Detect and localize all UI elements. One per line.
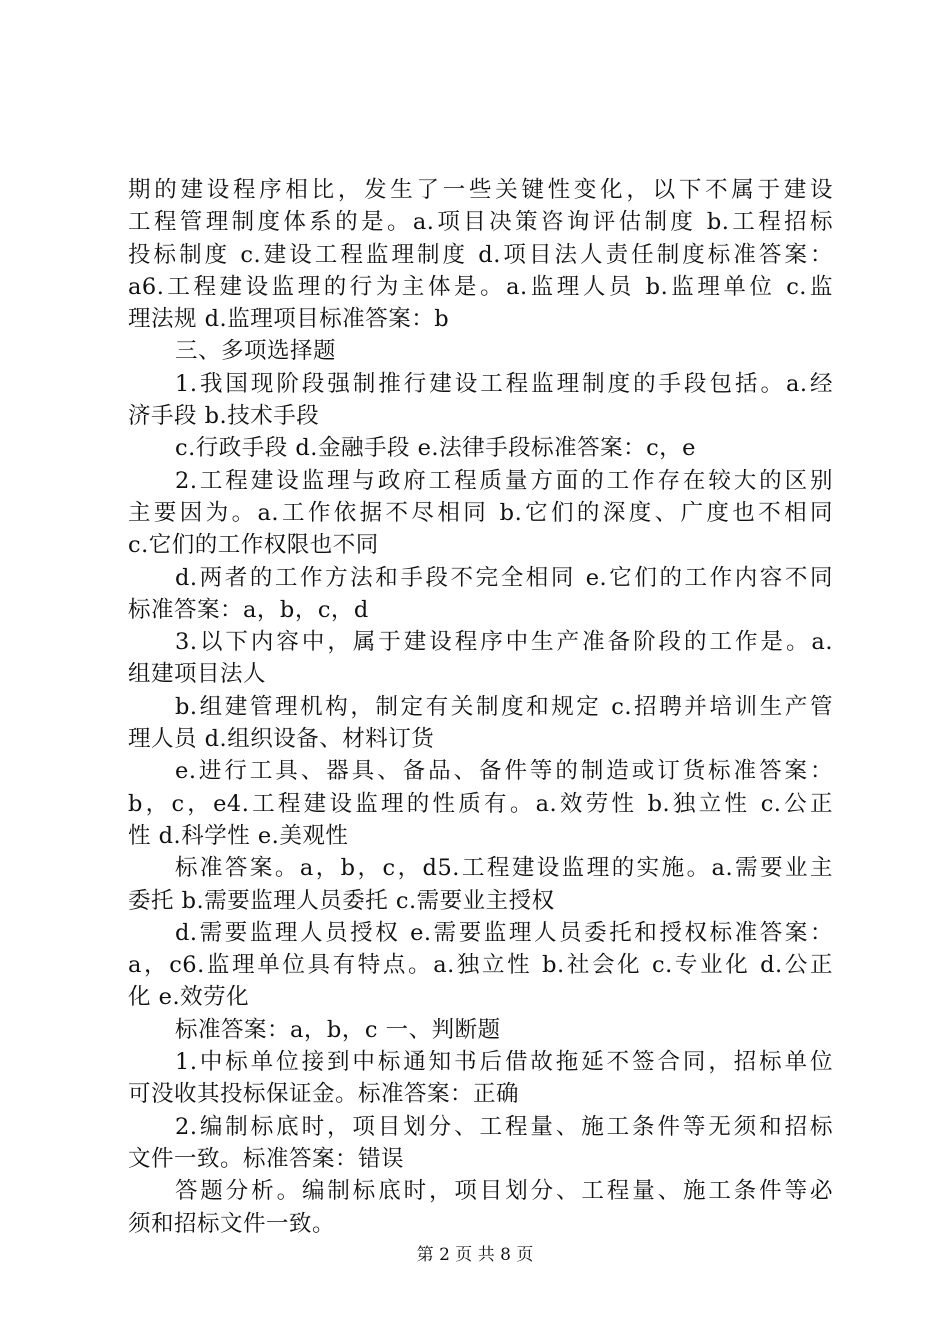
- text-line: 化 e.效劳化: [128, 984, 250, 1011]
- text-line: 1.我国现阶段强制推行建设工程监理制度的手段包括。a.经: [175, 370, 833, 397]
- text-line: d.两者的工作方法和手段不完全相同 e.它们的工作内容不同: [175, 564, 833, 591]
- text-line: 委托 b.需要监理人员委托 c.需要业主授权: [128, 887, 555, 914]
- text-line: d.需要监理人员授权 e.需要监理人员委托和授权标准答案：: [175, 919, 833, 946]
- text-line: b，c，e4.工程建设监理的性质有。a.效劳性 b.独立性 c.公正: [128, 790, 833, 817]
- text-line: e.进行工具、器具、备品、备件等的制造或订货标准答案：: [175, 758, 833, 785]
- text-line: b.组建管理机构，制定有关制度和规定 c.招聘并培训生产管: [175, 693, 833, 720]
- page-footer: [0, 1240, 950, 1265]
- text-line: 2.编制标底时，项目划分、工程量、施工条件等无须和招标: [175, 1113, 833, 1140]
- document-body: [128, 174, 833, 1240]
- text-line: 文件一致。标准答案：错误: [128, 1145, 405, 1172]
- text-line: 济手段 b.技术手段: [128, 403, 320, 430]
- text-line: 须和招标文件一致。: [128, 1210, 336, 1237]
- text-line: a，c6.监理单位具有特点。a.独立性 b.社会化 c.专业化 d.公正: [128, 952, 833, 979]
- text-line: 答题分析。编制标底时，项目划分、工程量、施工条件等必: [175, 1178, 833, 1205]
- text-line: 工程管理制度体系的是。a.项目决策咨询评估制度 b.工程招标: [128, 209, 833, 236]
- text-line: 2.工程建设监理与政府工程质量方面的工作存在较大的区别: [175, 467, 833, 494]
- text-line: 期的建设程序相比，发生了一些关键性变化，以下不属于建设: [128, 177, 833, 203]
- text-line: 组建项目法人: [128, 661, 267, 688]
- page-number-label: 第 2 页 共 8 页: [416, 1245, 534, 1265]
- text-line: c.行政手段 d.金融手段 e.法律手段标准答案：c，e: [175, 435, 696, 462]
- text-line: 标准答案。a，b，c，d5.工程建设监理的实施。a.需要业主: [175, 855, 833, 882]
- text-line: 可没收其投标保证金。标准答案：正确: [128, 1081, 520, 1108]
- text-line: 投标制度 c.建设工程监理制度 d.项目法人责任制度标准答案：: [128, 241, 833, 268]
- text-line: 1.中标单位接到中标通知书后借故拖延不签合同，招标单位: [175, 1049, 833, 1076]
- text-line: 主要因为。a.工作依据不尽相同 b.它们的深度、广度也不相同: [128, 499, 833, 526]
- text-line: a6.工程建设监理的行为主体是。a.监理人员 b.监理单位 c.监: [128, 273, 833, 300]
- text-line: 理法规 d.监理项目标准答案：b: [128, 306, 450, 333]
- text-line: c.它们的工作权限也不同: [128, 532, 379, 559]
- text-line: 标准答案：a，b，c 一、判断题: [175, 1016, 501, 1043]
- text-line: 性 d.科学性 e.美观性: [128, 822, 349, 849]
- text-line: 标准答案：a，b，c，d: [128, 596, 369, 623]
- text-line: 三、多项选择题: [175, 338, 337, 365]
- text-line: 理人员 d.组织设备、材料订货: [128, 726, 435, 753]
- text-line: 3.以下内容中，属于建设程序中生产准备阶段的工作是。a.: [175, 629, 833, 656]
